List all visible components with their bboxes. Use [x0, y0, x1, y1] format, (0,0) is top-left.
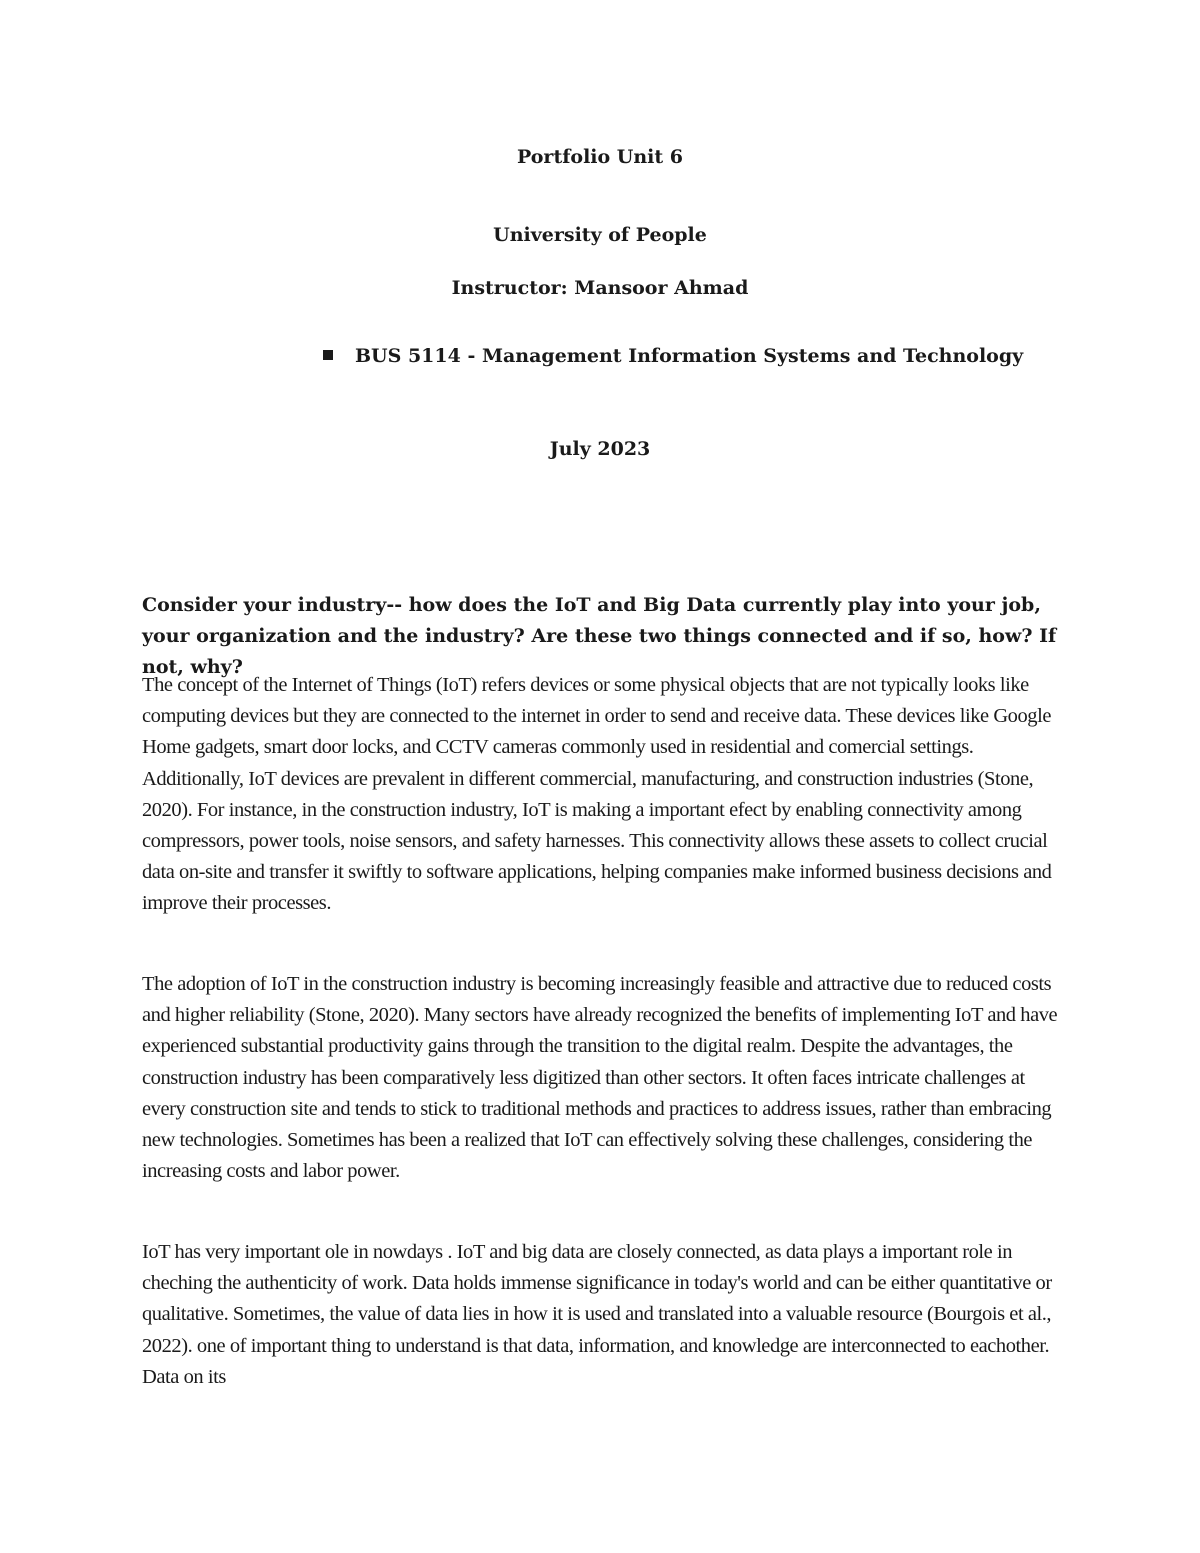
paragraph-1-block	[142, 670, 1067, 920]
paragraph-2-block	[142, 969, 1067, 1187]
paragraph-3-block	[142, 1237, 1067, 1393]
instructor-line: Instructor: Mansoor Ahmad	[451, 277, 749, 299]
course-bullet	[323, 344, 1023, 368]
paragraph: The concept of the Internet of Things (IoT) refers devices or some physical objects that are not typically looks like computing devices but they are connected to the internet in order to send and receive data. These devices like Google Home gadgets, smart door locks, and CCTV cameras commonly used in residential and comercial settings. Additionally, IoT devices are prevalent in different commercial, manufacturing, and construction industries (Stone, 2020). For instance, in the construction industry, IoT is making a important efect by enabling connectivity among compressors, power tools, noise sensors, and safety harnesses. This connectivity allows these assets to collect crucial data on-site and transfer it swiftly to software applications, helping companies make informed business decisions and improve their processes.	[142, 674, 1052, 915]
course-name: BUS 5114 - Management Information Systems and Technology	[355, 345, 1024, 367]
question-heading: Consider your industry-- how does the IoT and Big Data currently play into your job, your organization and the industry? Are these two things connected and if so, how? If not, why?	[142, 594, 1057, 678]
document-title: Portfolio Unit 6	[516, 146, 684, 168]
square-bullet-icon	[323, 350, 333, 360]
paragraph: The adoption of IoT in the construction industry is becoming increasingly feasible and attractive due to reduced costs and higher reliability (Stone, 2020). Many sectors have already recognized the benefits of implementing IoT and have experienced substantial productivity gains through the transition to the digital realm. Despite the advantages, the construction industry has been comparatively less digitized than other sectors. It often faces intricate challenges at every construction site and tends to stick to traditional methods and practices to address issues, rather than embracing new technologies. Sometimes has been a realized that IoT can effectively solving these challenges, considering the increasing costs and labor power.	[142, 973, 1058, 1183]
document-date: July 2023	[549, 438, 651, 460]
paragraph: IoT has very important ole in nowdays . IoT and big data are closely connected, as data plays a important role in cheching the authenticity of work. Data holds immense significance in today's world and can be either quantitative or qualitative. Sometimes, the value of data lies in how it is used and translated into a valuable resource (Bourgois et al., 2022). one of important thing to understand is that data, information, and knowledge are interconnected to eachother. Data on its	[142, 1241, 1052, 1388]
university-name: University of People	[493, 224, 707, 246]
